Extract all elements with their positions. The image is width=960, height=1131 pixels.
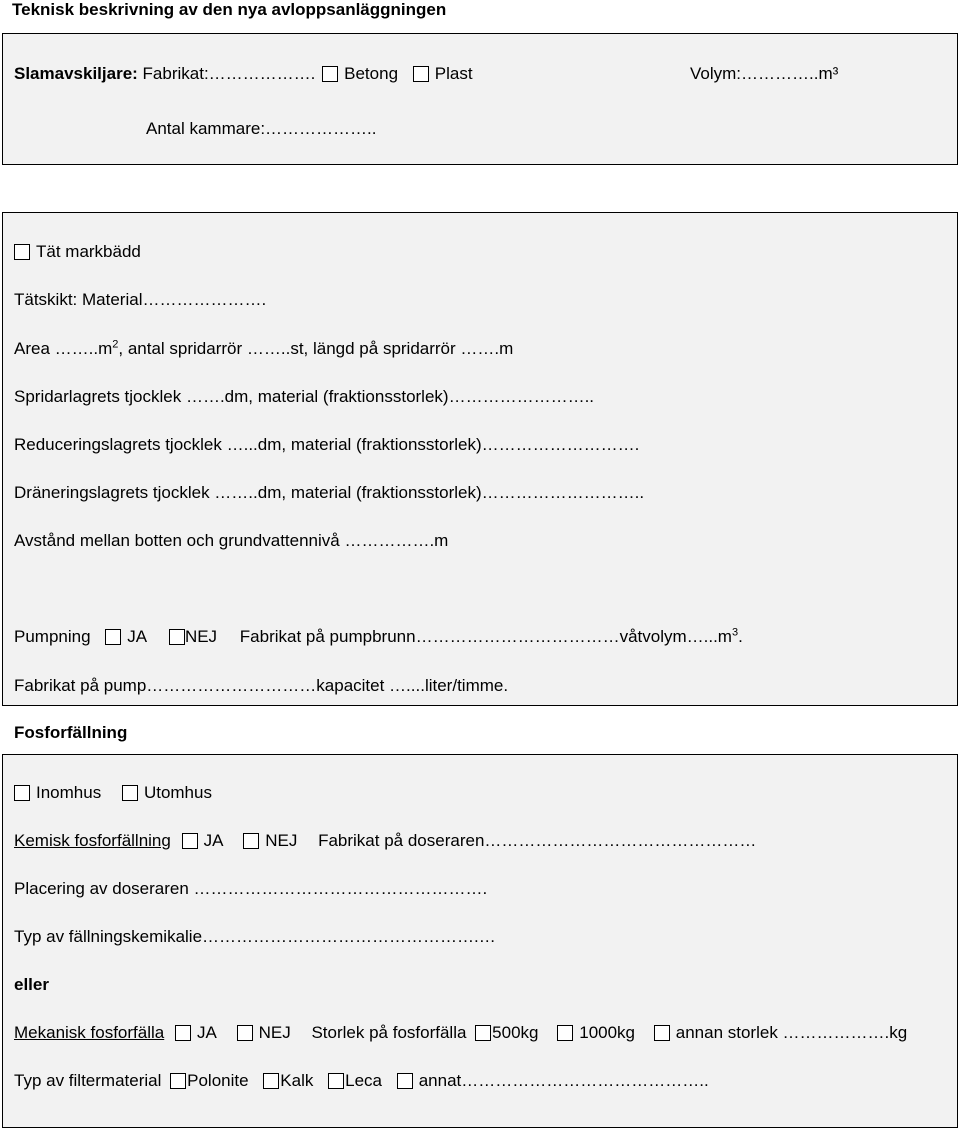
antal-kammare-field[interactable]: Antal kammare:……………….. xyxy=(146,119,377,138)
annat-checkbox[interactable] xyxy=(397,1073,413,1089)
pumpbrunn-end: . xyxy=(738,627,743,646)
pumpning-row xyxy=(14,627,743,647)
page-title: Teknisk beskrivning av den nya avloppsanläggningen xyxy=(12,0,447,19)
area-label-a: Area ……. xyxy=(14,339,94,358)
annan-storlek-field[interactable]: annan storlek ……………….kg xyxy=(675,1023,908,1042)
pumpning-nej-label: NEJ xyxy=(184,627,218,646)
tatskikt-field[interactable]: Tätskikt: Material…………………. xyxy=(14,290,267,309)
plast-checkbox[interactable] xyxy=(413,66,429,82)
mekanisk-row xyxy=(14,1023,907,1043)
storlek-500-label: 500kg xyxy=(492,1023,539,1042)
tat-markbadd-checkbox[interactable] xyxy=(14,244,30,260)
utomhus-label: Utomhus xyxy=(143,783,212,802)
storlek-label: Storlek på fosforfälla xyxy=(311,1023,467,1042)
mekanisk-ja-checkbox[interactable] xyxy=(175,1025,191,1041)
reduceringslager-field[interactable]: Reduceringslagrets tjocklek …...dm, material (fraktionsstorlek)………………………. xyxy=(14,435,640,454)
pumpning-nej-checkbox[interactable] xyxy=(169,629,185,645)
doseraren-field[interactable]: Fabrikat på doseraren………………………………………… xyxy=(318,831,757,850)
fabrikat-pump-field[interactable]: Fabrikat på pump…………………………kapacitet …....liter/timme. xyxy=(14,676,509,695)
pumpning-label: Pumpning xyxy=(14,627,91,646)
tat-markbadd-label: Tät markbädd xyxy=(36,242,141,261)
leca-checkbox[interactable] xyxy=(328,1073,344,1089)
kalk-checkbox[interactable] xyxy=(263,1073,279,1089)
area-label-c: , antal spridarrör ……..st, längd på spridarrör …….m xyxy=(118,339,514,358)
grundvatten-avstand-field[interactable]: Avstånd mellan botten och grundvattennivå …………….m xyxy=(14,531,449,550)
fosfor-heading: Fosforfällning xyxy=(14,723,128,742)
area-sup: 2 xyxy=(112,338,119,351)
area-row[interactable] xyxy=(14,339,513,359)
betong-label: Betong xyxy=(344,64,399,83)
filtermaterial-label: Typ av filtermaterial xyxy=(14,1071,162,1090)
annan-storlek-checkbox[interactable] xyxy=(654,1025,670,1041)
kemisk-nej-label: NEJ xyxy=(265,831,298,850)
inomhus-checkbox[interactable] xyxy=(14,785,30,801)
fabrikat-field[interactable]: Fabrikat:………………. xyxy=(142,64,321,83)
placering-doserare-field[interactable]: Placering av doseraren ……………………………………………. xyxy=(14,879,488,898)
pumpning-ja-checkbox[interactable] xyxy=(105,629,121,645)
utomhus-checkbox[interactable] xyxy=(122,785,138,801)
slamavskiljare-row xyxy=(14,64,473,84)
leca-label: Leca xyxy=(345,1071,382,1090)
pumpbrunn-field[interactable]: Fabrikat på pumpbrunn………………………………våtvolym…...m xyxy=(239,627,732,646)
fallningskemikalie-field[interactable]: Typ av fällningskemikalie………………………………………….… xyxy=(14,927,496,946)
kemisk-ja-label: JA xyxy=(203,831,223,850)
kemisk-row xyxy=(14,831,756,851)
polonite-checkbox[interactable] xyxy=(170,1073,186,1089)
inomhus-label: Inomhus xyxy=(36,783,102,802)
storlek-1000-label: 1000kg xyxy=(579,1023,636,1042)
plast-label: Plast xyxy=(434,64,473,83)
pumpbrunn-sup: 3 xyxy=(731,626,739,639)
draneringslager-field[interactable]: Dräneringslagrets tjocklek ……..dm, material (fraktionsstorlek)……………………….. xyxy=(14,483,645,502)
annat-field[interactable]: annat…………………………………….. xyxy=(418,1071,709,1090)
mekanisk-label: Mekanisk fosforfälla xyxy=(14,1023,165,1042)
storlek-1000-checkbox[interactable] xyxy=(557,1025,573,1041)
mekanisk-ja-label: JA xyxy=(196,1023,216,1042)
placering-row xyxy=(14,783,212,803)
slamavskiljare-label: Slamavskiljare: xyxy=(14,64,138,83)
area-label-b: .m xyxy=(93,339,113,358)
kemisk-nej-checkbox[interactable] xyxy=(243,833,259,849)
filtermaterial-row xyxy=(14,1071,709,1091)
betong-checkbox[interactable] xyxy=(322,66,338,82)
kemisk-ja-checkbox[interactable] xyxy=(182,833,198,849)
storlek-500-checkbox[interactable] xyxy=(475,1025,491,1041)
mekanisk-nej-label: NEJ xyxy=(258,1023,291,1042)
pumpning-ja-label: JA xyxy=(127,627,147,646)
polonite-label: Polonite xyxy=(187,1071,249,1090)
volym-field[interactable]: Volym:…………..m³ xyxy=(690,64,839,83)
kalk-label: Kalk xyxy=(280,1071,314,1090)
eller-label: eller xyxy=(14,975,49,994)
kemisk-label: Kemisk fosforfällning xyxy=(14,831,171,850)
slamavskiljare-section xyxy=(2,33,958,165)
spridarlager-field[interactable]: Spridarlagrets tjocklek …….dm, material (fraktionsstorlek)…………………….. xyxy=(14,387,595,406)
mekanisk-nej-checkbox[interactable] xyxy=(237,1025,253,1041)
tat-markbadd-row xyxy=(14,242,141,262)
